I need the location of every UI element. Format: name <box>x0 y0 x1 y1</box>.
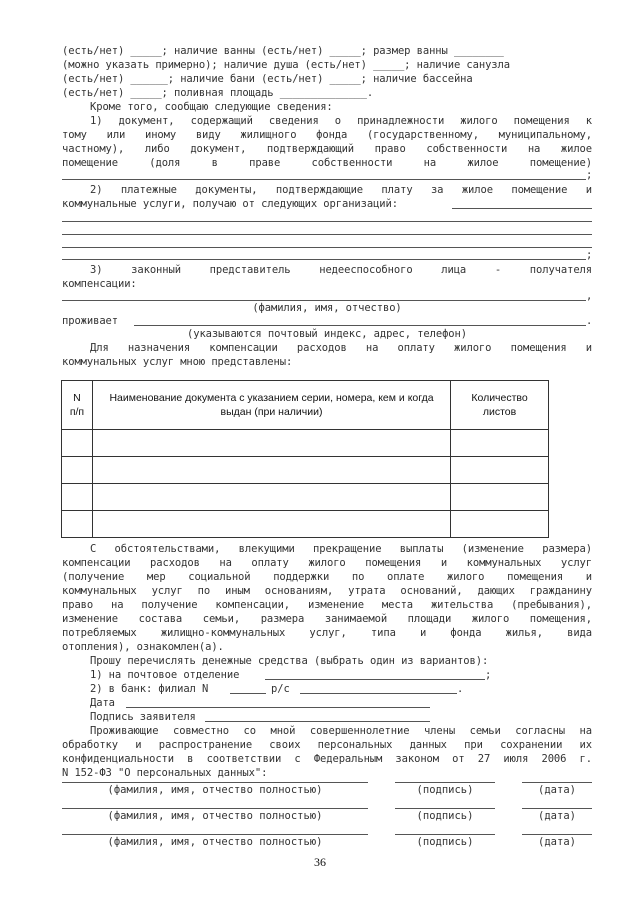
item2-fill-line-4[interactable] <box>62 259 586 260</box>
cell-sheets[interactable] <box>451 511 549 538</box>
post-office-field[interactable] <box>265 679 485 680</box>
sign-caption: (подпись) <box>416 810 474 822</box>
bank-account-field[interactable] <box>300 693 457 694</box>
transfer-request: Прошу перечислять денежные средства (выбрать один из вариантов): <box>90 655 489 667</box>
bank-branch-field[interactable] <box>230 693 266 694</box>
date-label: Дата <box>90 697 115 709</box>
option1-label: 1) на почтовое отделение <box>90 669 240 681</box>
family-member-date-field[interactable] <box>522 808 592 809</box>
amenities-line-1: (есть/нет) _____; наличие ванны (есть/нет) _____; размер ванны ________ <box>62 45 504 57</box>
circumstances-line-8: отопления), ознакомлен(а). <box>62 641 224 653</box>
table-row <box>62 484 549 511</box>
date-caption: (дата) <box>538 810 576 822</box>
family-member-date-field[interactable] <box>522 782 592 783</box>
date-field[interactable] <box>126 707 430 708</box>
date-caption: (дата) <box>538 836 576 848</box>
table-row <box>62 511 549 538</box>
docs-intro-line-2: коммунальных услуг мною представлены: <box>62 356 293 368</box>
cell-document[interactable] <box>92 484 450 511</box>
circumstances-line-3: (получение мер социальной поддержки по оплате жилого помещения и <box>62 571 592 583</box>
amenities-line-4: (есть/нет) _____; поливная площадь ______________. <box>62 87 374 99</box>
consent-line-1: Проживающие совместно со мной совершеннолетние члены семьи согласны на <box>90 725 592 737</box>
cell-number[interactable] <box>62 457 93 484</box>
semicolon: ; <box>586 169 593 181</box>
header-document-name: Наименование документа с указанием серии, номера, кем и когда выдан (при наличии) <box>92 381 450 430</box>
item2-org-field[interactable] <box>452 208 592 209</box>
fio-caption: (фамилия, имя, отчество) <box>252 302 402 314</box>
circumstances-line-2: компенсации расходов на оплату жилого помещения и коммунальных услуг <box>62 557 592 569</box>
cell-document[interactable] <box>92 457 450 484</box>
cell-sheets[interactable] <box>451 430 549 457</box>
semicolon: ; <box>586 249 593 261</box>
option2-label: 2) в банк: филиал N <box>90 683 209 695</box>
family-member-sign-field[interactable] <box>395 808 495 809</box>
fio-caption: (фамилия, имя, отчество полностью) <box>107 810 323 822</box>
family-member-date-field[interactable] <box>522 834 592 835</box>
fio-caption: (фамилия, имя, отчество полностью) <box>107 784 323 796</box>
period: . <box>586 315 593 327</box>
family-member-fio-field[interactable] <box>62 782 368 783</box>
item2-fill-line-2[interactable] <box>62 234 592 235</box>
table-header-row <box>62 381 549 430</box>
circumstances-line-4: коммунальных услуг по иным основаниям, утрата оснований, дающих гражданину <box>62 585 592 597</box>
sign-caption: (подпись) <box>416 836 474 848</box>
family-member-fio-field[interactable] <box>62 834 368 835</box>
item1-fill-line[interactable] <box>62 179 586 180</box>
documents-table <box>61 380 549 538</box>
cell-document[interactable] <box>92 430 450 457</box>
cell-number[interactable] <box>62 511 93 538</box>
period: . <box>457 683 464 695</box>
consent-line-2: обработку и распространение своих персональных данных при сохранении их <box>62 739 592 751</box>
consent-line-4: N 152-ФЗ "О персональных данных": <box>62 767 268 779</box>
account-label: р/с <box>271 683 290 695</box>
lives-label: проживает <box>62 315 118 327</box>
item2-fill-line-1[interactable] <box>62 221 592 222</box>
address-field[interactable] <box>134 325 586 326</box>
docs-intro-line-1: Для назначения компенсации расходов на оплату жилого помещения и <box>90 342 592 354</box>
item2-line-1: 2) платежные документы, подтверждающие плату за жилое помещение и <box>90 184 592 196</box>
item1-line-1: 1) документ, содержащий сведения о принадлежности жилого помещения к <box>90 115 592 127</box>
cell-number[interactable] <box>62 484 93 511</box>
table-row <box>62 430 549 457</box>
cell-sheets[interactable] <box>451 484 549 511</box>
fio-caption: (фамилия, имя, отчество полностью) <box>107 836 323 848</box>
signature-label: Подпись заявителя <box>90 711 196 723</box>
circumstances-line-7: потребляемых жилищно-коммунальных услуг, типа и фонда жилья, вида <box>62 627 592 639</box>
cell-number[interactable] <box>62 430 93 457</box>
page-number: 36 <box>314 855 326 869</box>
amenities-line-3: (есть/нет) ______; наличие бани (есть/нет) _____; наличие бассейна <box>62 73 473 85</box>
table-row <box>62 457 549 484</box>
item1-line-4: помещение (доля в праве собственности на жилое помещение) <box>62 157 592 169</box>
item2-line-2: коммунальные услуги, получаю от следующих организаций: <box>62 198 398 210</box>
intro-text: Кроме того, сообщаю следующие сведения: <box>90 101 333 113</box>
date-caption: (дата) <box>538 784 576 796</box>
family-member-fio-field[interactable] <box>62 808 368 809</box>
item2-fill-line-3[interactable] <box>62 247 592 248</box>
circumstances-line-5: право на получение компенсации, изменение места жительства (пребывания), <box>62 599 592 611</box>
family-member-sign-field[interactable] <box>395 782 495 783</box>
header-sheet-count: Количество листов <box>451 381 549 430</box>
semicolon: ; <box>485 669 492 681</box>
item1-line-2: тому или иному виду жилищного фонда (государственному, муниципальному, <box>62 129 592 141</box>
amenities-line-2: (можно указать примерно); наличие душа (есть/нет) _____; наличие санузла <box>62 59 510 71</box>
cell-document[interactable] <box>92 511 450 538</box>
consent-line-3: конфиденциальности в соответствии с Федеральным законом от 27 июля 2006 г. <box>62 753 592 765</box>
sign-caption: (подпись) <box>416 784 474 796</box>
item1-line-3: частному), либо документ, подтверждающий право собственности на жилое <box>62 143 592 155</box>
header-number: N п/п <box>62 381 93 430</box>
item3-line-2: компенсации: <box>62 278 137 290</box>
address-caption: (указываются почтовый индекс, адрес, телефон) <box>187 328 467 340</box>
applicant-signature-field[interactable] <box>205 721 430 722</box>
circumstances-line-1: С обстоятельствами, влекущими прекращение выплаты (изменение размера) <box>90 543 592 555</box>
item3-line-1: 3) законный представитель недееспособного лица - получателя <box>90 264 592 276</box>
comma: , <box>586 290 593 302</box>
cell-sheets[interactable] <box>451 457 549 484</box>
family-member-sign-field[interactable] <box>395 834 495 835</box>
circumstances-line-6: изменение состава семьи, размера занимаемой площади жилого помещения, <box>62 613 592 625</box>
